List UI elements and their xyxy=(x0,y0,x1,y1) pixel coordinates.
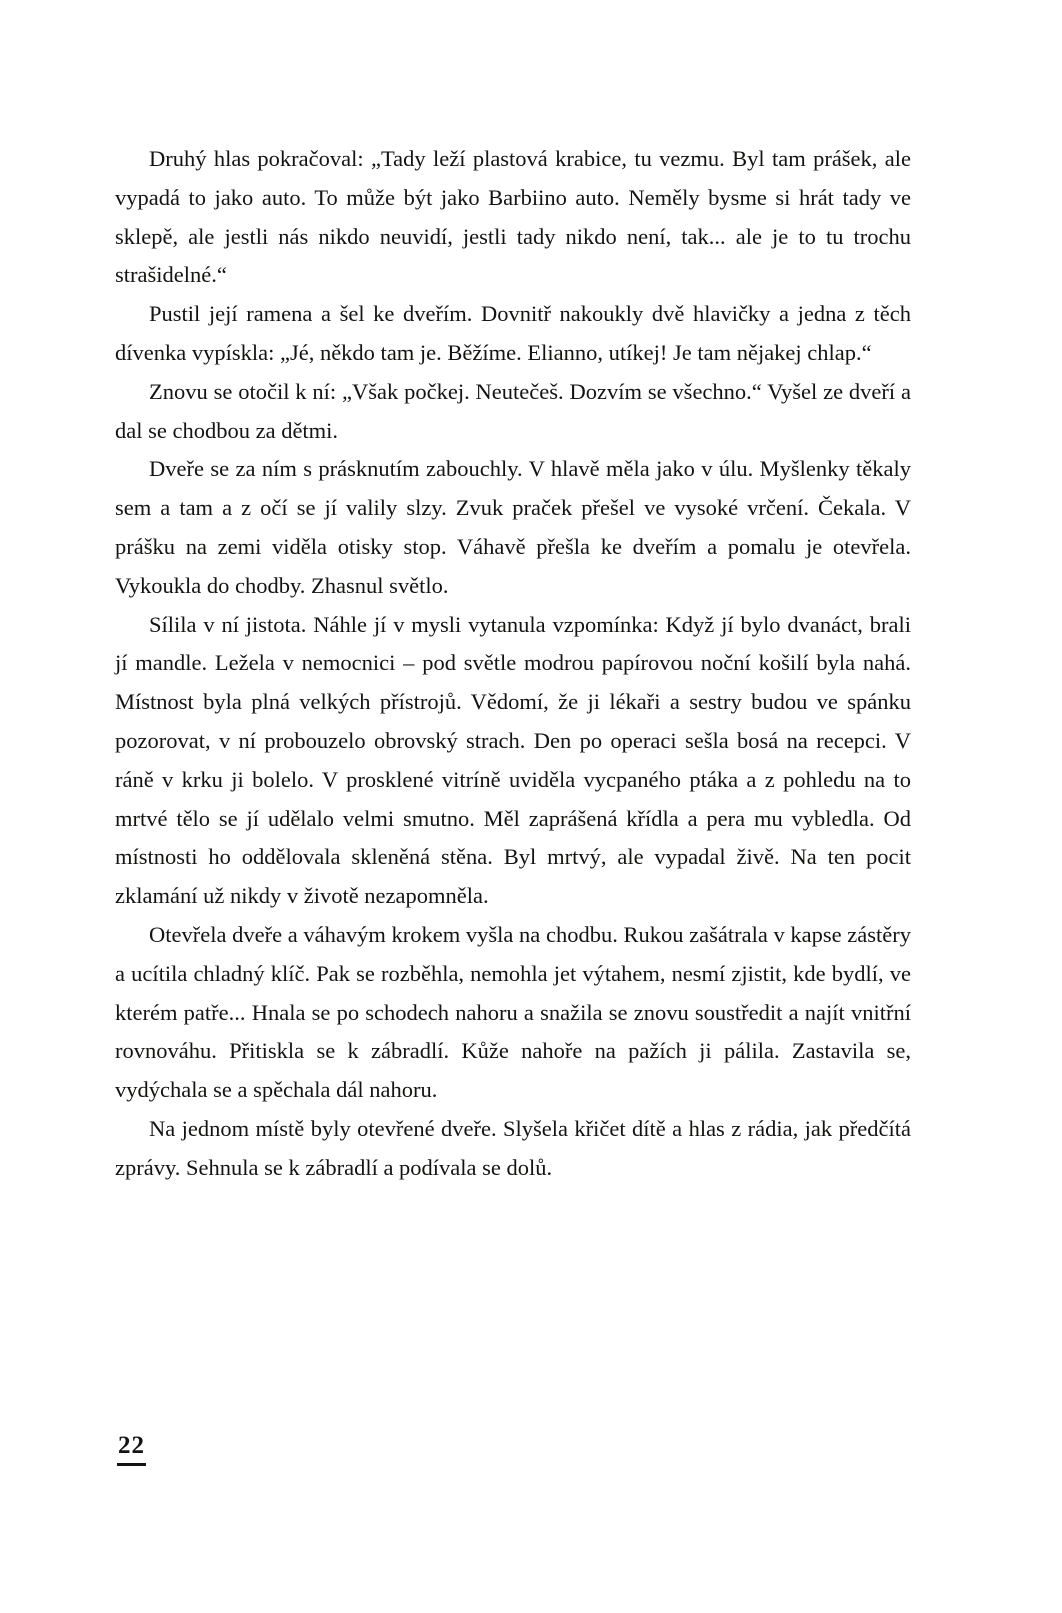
paragraph: Pustil její ramena a šel ke dveřím. Dovnitř nakoukly dvě hlavičky a jedna z těch dívenka vypískla: „Jé, někdo tam je. Běžíme. Elianno, utíkej! Je tam nějakej chlap.“ xyxy=(115,301,911,365)
paragraph: Znovu se otočil k ní: „Však počkej. Neutečeš. Dozvím se všechno.“ Vyšel ze dveří a dal se chodbou za dětmi. xyxy=(115,378,911,443)
text-block xyxy=(115,140,911,1188)
paragraph: Druhý hlas pokračoval: „Tady leží plastová krabice, tu vezmu. Byl tam prášek, ale vypadá to jako auto. To může být jako Barbiino auto. Neměly bysme si hrát tady ve sklepě, ale jestli nás nikdo neuvidí, jestli tady nikdo není, tak... ale je to tu trochu strašidelné.“ xyxy=(115,146,911,288)
paragraph: Na jednom místě byly otevřené dveře. Slyšela křičet dítě a hlas z rádia, jak předčítá zprávy. Sehnula se k zábradlí a podívala se dolů. xyxy=(115,1115,911,1180)
paragraph: Sílila v ní jistota. Náhle jí v mysli vytanula vzpomínka: Když jí bylo dvanáct, brali jí mandle. Ležela v nemocnici – pod světle modrou papírovou noční košilí byla nahá. Místnost byla plná velkých přístrojů. Vědomí, že ji lékaři a sestry budou ve spánku pozorovat, v ní probouzelo obrovský strach. Den po operaci sešla bosá na recepci. V ráně v krku ji bolelo. V prosklené vitríně uviděla vycpaného ptáka a z pohledu na to mrtvé tělo se jí udělalo velmi smutno. Měl zaprášená křídla a pera mu vybledla. Od místnosti ho oddělovala skleněná stěna. Byl mrtvý, ale vypadal živě. Na ten pocit zklamání už nikdy v životě nezapomněla. xyxy=(115,611,911,909)
page-number: 22 xyxy=(117,1432,146,1466)
paragraph: Otevřela dveře a váhavým krokem vyšla na chodbu. Rukou zašátrala v kapse zástěry a ucítila chladný klíč. Pak se rozběhla, nemohla jet výtahem, nesmí zjistit, kde bydlí, ve kterém patře... Hnala se po schodech nahoru a snažila se znovu soustředit a najít vnitřní rovnováhu. Přitiskla se k zábradlí. Kůže nahoře na pažích ji pálila. Zastavila se, vydýchala se a spěchala dál nahoru. xyxy=(115,921,911,1103)
paragraph: Dveře se za ním s prásknutím zabouchly. V hlavě měla jako v úlu. Myšlenky těkaly sem a tam a z očí se jí valily slzy. Zvuk praček přešel ve vysoké vrčení. Čekala. V prášku na zemi viděla otisky stop. Váhavě přešla ke dveřím a pomalu je otevřela. Vykoukla do chodby. Zhasnul světlo. xyxy=(115,456,911,598)
